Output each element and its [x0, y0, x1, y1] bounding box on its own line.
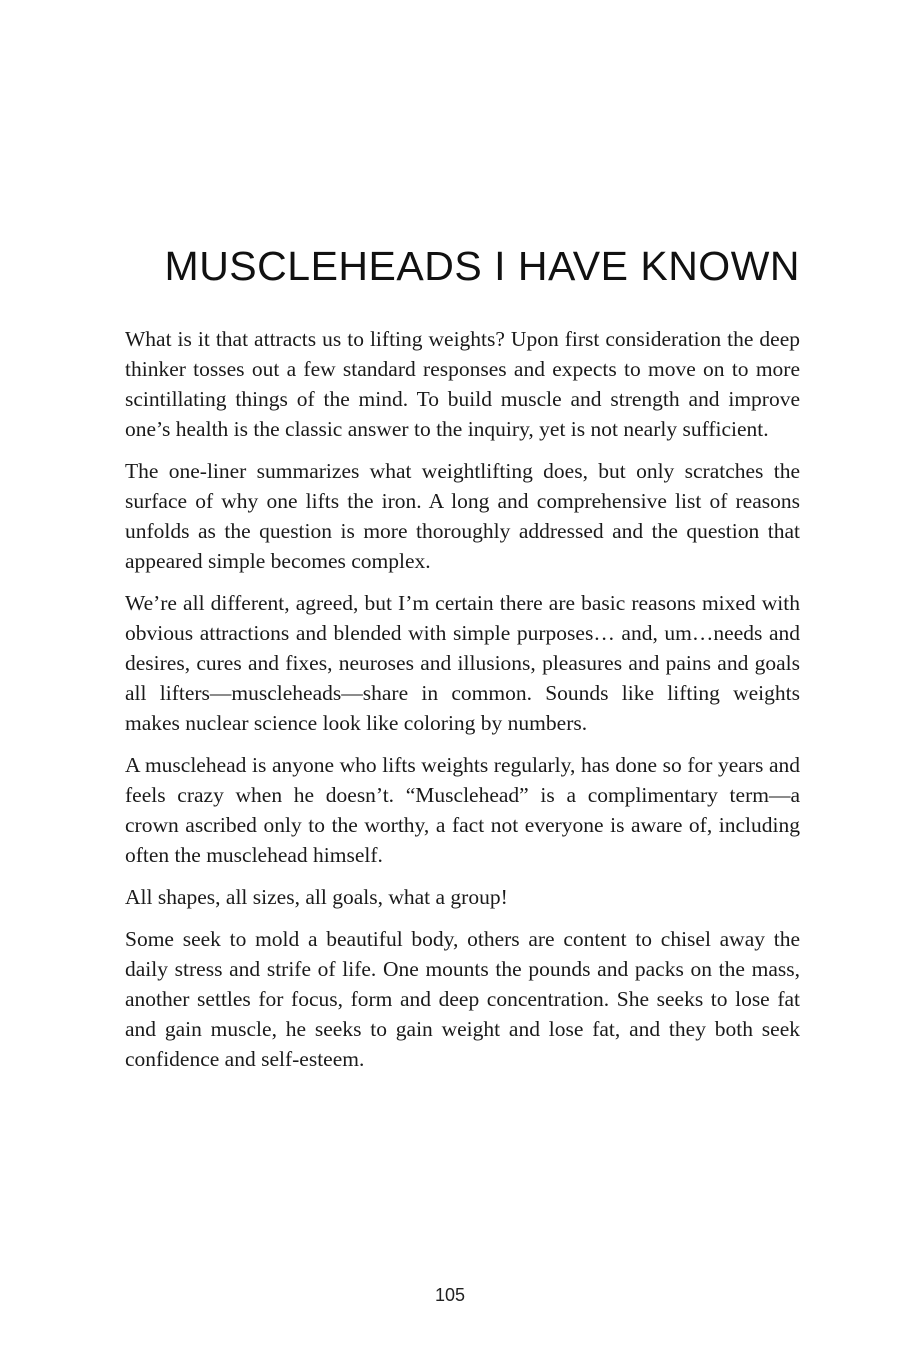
paragraph-1: What is it that attracts us to lifting weights? Upon first consideration the deep thinker tosses out a few standard responses and expects to move on to more scintillating things of the mind. To build muscle and strength and improve one’s health is the classic answer to the inquiry, yet is not nearly sufficient.: [125, 327, 800, 441]
chapter-title: MUSCLEHEADS I HAVE KNOWN: [164, 243, 800, 289]
paragraph-5: All shapes, all sizes, all goals, what a group!: [125, 885, 508, 909]
paragraph-3: We’re all different, agreed, but I’m certain there are basic reasons mixed with obvious attractions and blended with simple purposes… and, um…needs and desires, cures and fixes, neuroses and illusions, pleasures and pains and goals all lifters—muscleheads—share in common. Sounds like lifting weights makes nuclear science look like coloring by numbers.: [125, 591, 800, 735]
paragraph-6: Some seek to mold a beautiful body, others are content to chisel away the daily stress and strife of life. One mounts the pounds and packs on the mass, another settles for focus, form and deep concentration. She seeks to lose fat and gain muscle, he seeks to gain weight and lose fat, and they both seek confidence and self-esteem.: [125, 927, 800, 1071]
page-number: 105: [434, 1285, 466, 1305]
body-text: [125, 324, 800, 1086]
paragraph-2: The one-liner summarizes what weightlifting does, but only scratches the surface of why one lifts the iron. A long and comprehensive list of reasons unfolds as the question is more thoroughly addressed and the question that appeared simple becomes complex.: [125, 459, 800, 573]
paragraph-4: A musclehead is anyone who lifts weights regularly, has done so for years and feels crazy when he doesn’t. “Musclehead” is a complimentary term—a crown ascribed only to the worthy, a fact not everyone is aware of, including often the musclehead himself.: [125, 753, 800, 867]
